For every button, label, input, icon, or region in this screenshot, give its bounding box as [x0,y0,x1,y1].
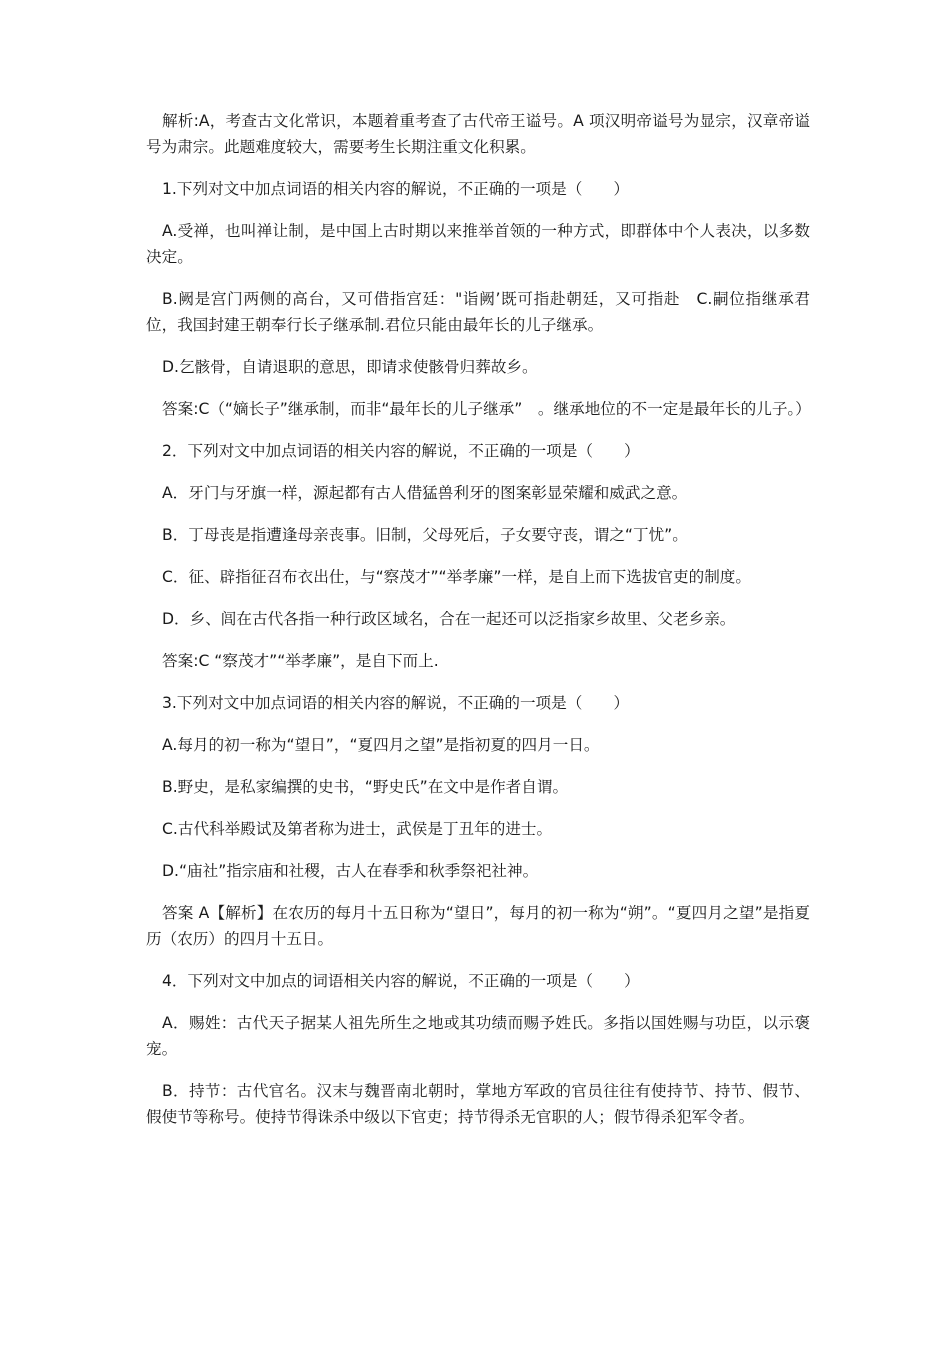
analysis-paragraph: 解析:A，考查古文化常识，本题着重考查了古代帝王谥号。A 项汉明帝谥号为显宗，汉章帝谥号为肃宗。此题难度较大，需要考生长期注重文化积累。 [146,112,810,156]
question-2-option-b: B．丁母丧是指遭逢母亲丧事。旧制，父母死后，子女要守丧，谓之“丁忧”。 [162,526,688,544]
question-4-option-a: A．赐姓：古代天子据某人祖先所生之地或其功绩而赐予姓氏。多指以国姓赐与功臣，以示褒宠。 [146,1014,810,1058]
question-3-option-b: B.野史，是私家编撰的史书，“野史氏”在文中是作者自谓。 [162,778,569,796]
question-4-stem: 4．下列对文中加点的词语相关内容的解说，不正确的一项是（ ） [162,972,640,990]
question-2-option-c: C．征、辟指征召布衣出仕，与“察茂才”“举孝廉”一样，是自上而下选拔官吏的制度。 [162,568,751,586]
question-3-option-a: A.每月的初一称为“望日”，“夏四月之望”是指初夏的四月一日。 [162,736,600,754]
question-2-answer: 答案:C “察茂才”“举孝廉”，是自下而上. [162,652,439,670]
document-page [146,108,810,1146]
question-4-option-b: B．持节：古代官名。汉末与魏晋南北朝时，掌地方军政的官员往往有使持节、持节、假节、假使节等称号。使持节得诛杀中级以下官吏；持节得杀无官职的人；假节得杀犯军令者。 [146,1082,810,1126]
question-3-stem: 3.下列对文中加点词语的相关内容的解说，不正确的一项是（ ） [162,694,630,712]
question-2-option-d: D．乡、闾在古代各指一种行政区域名，合在一起还可以泛指家乡故里、父老乡亲。 [162,610,736,628]
question-1-stem: 1.下列对文中加点词语的相关内容的解说，不正确的一项是（ ） [162,180,630,198]
question-1-answer: 答案:C（“嫡长子”继承制，而非“最年长的儿子继承” 。继承地位的不一定是最年长的儿子。） [162,400,811,418]
question-1-option-b-c: B.阙是宫门两侧的高台，又可借指宫廷："诣阙’既可指赴朝廷，又可指赴 C.嗣位指继承君位，我国封建王朝奉行长子继承制.君位只能由最年长的儿子继承。 [146,290,810,334]
question-1-option-a: A.受禅，也叫禅让制，是中国上古时期以来推举首领的一种方式，即群体中个人表决，以多数决定。 [146,222,810,266]
question-2-stem: 2．下列对文中加点词语的相关内容的解说，不正确的一项是（ ） [162,442,640,460]
question-3-option-c: C.古代科举殿试及第者称为进士，武侯是丁丑年的进士。 [162,820,553,838]
question-2-option-a: A．牙门与牙旗一样，源起都有古人借猛兽利牙的图案彰显荣耀和威武之意。 [162,484,688,502]
question-3-answer: 答案 A【解析】在农历的每月十五日称为“望日”，每月的初一称为“朔”。“夏四月之望”是指夏历（农历）的四月十五日。 [146,904,810,948]
question-3-option-d: D.“庙社”指宗庙和社稷，古人在春季和秋季祭祀社神。 [162,862,539,880]
question-1-option-d: D.乞骸骨，自请退职的意思，即请求使骸骨归葬故乡。 [162,358,538,376]
